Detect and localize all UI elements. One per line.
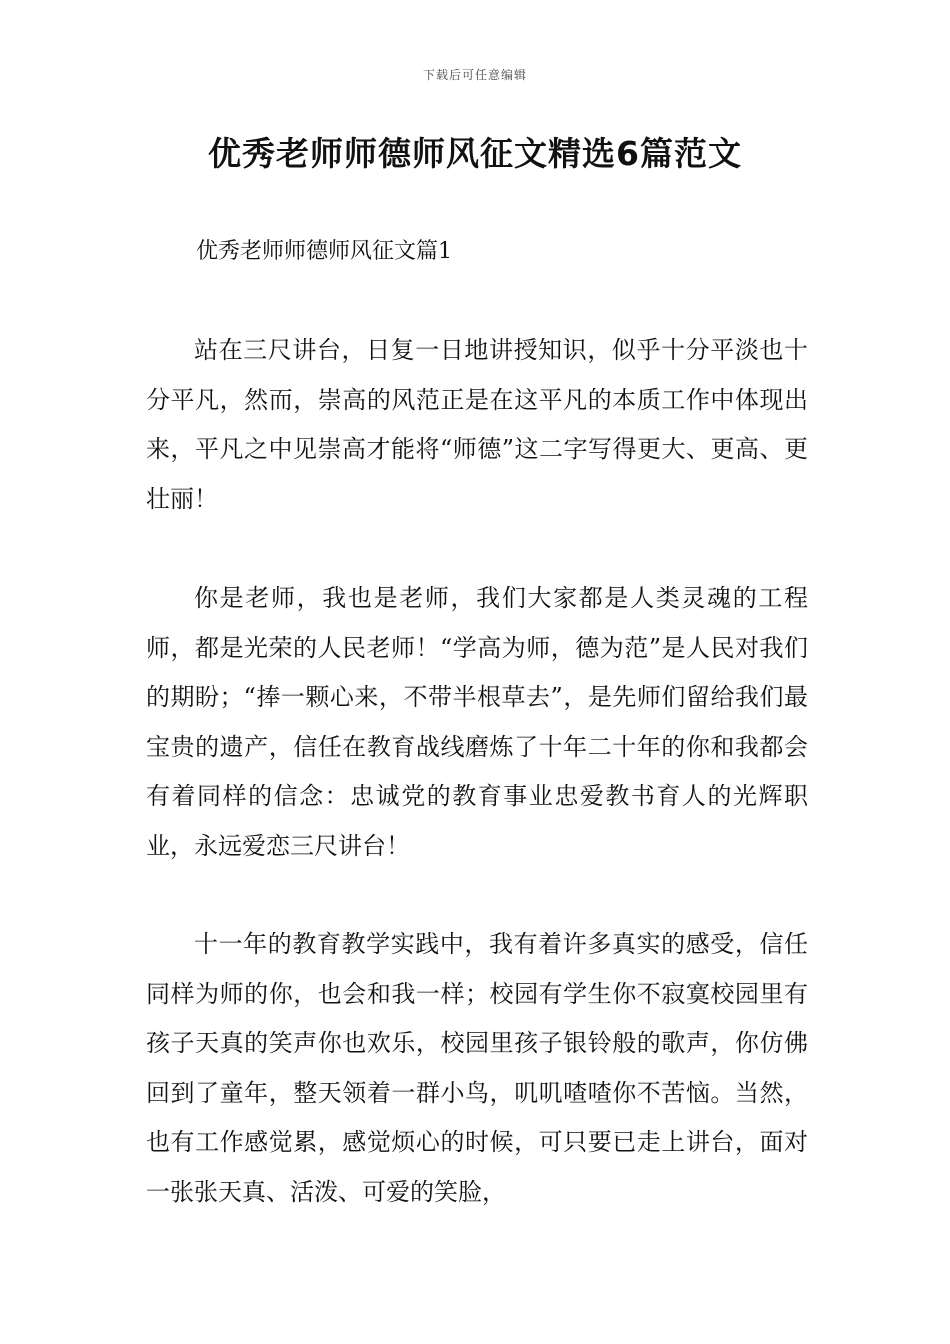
paragraph-2: 你是老师，我也是老师，我们大家都是人类灵魂的工程师，都是光荣的人民老师！“学高为师，德为范”是人民对我们的期盼；“捧一颗心来，不带半根草去”，是先师们留给我们最宝贵的遗产，信任在教育战线磨炼了十年二十年的你和我都会有着同样的信念：忠诚党的教育事业忠爱教书育人的光辉职业，永远爱恋三尺讲台！ [146,584,808,860]
document-title: 优秀老师师德师风征文精选6篇范文 [208,134,742,173]
paragraph-1: 站在三尺讲台，日复一日地讲授知识，似乎十分平淡也十分平凡，然而，崇高的风范正是在这平凡的本质工作中体现出来，平凡之中见崇高才能将“师德”这二字写得更大、更高、更壮丽！ [146,336,808,513]
header-note: 下载后可任意编辑 [422,68,527,82]
paragraph-block-2 [146,574,808,871]
section-heading: 优秀老师师德师风征文篇1 [196,239,452,264]
paragraph-block-1 [146,326,808,524]
paragraph-block-3 [146,920,808,1217]
paragraph-3: 十一年的教育教学实践中，我有着许多真实的感受，信任同样为师的你，也会和我一样；校园有学生你不寂寞校园里有孩子天真的笑声你也欢乐，校园里孩子银铃般的歌声，你仿佛回到了童年，整天领着一群小鸟，叽叽喳喳你不苦恼。当然，也有工作感觉累，感觉烦心的时候，可只要已走上讲台，面对一张张天真、活泼、可爱的笑脸， [146,930,808,1206]
